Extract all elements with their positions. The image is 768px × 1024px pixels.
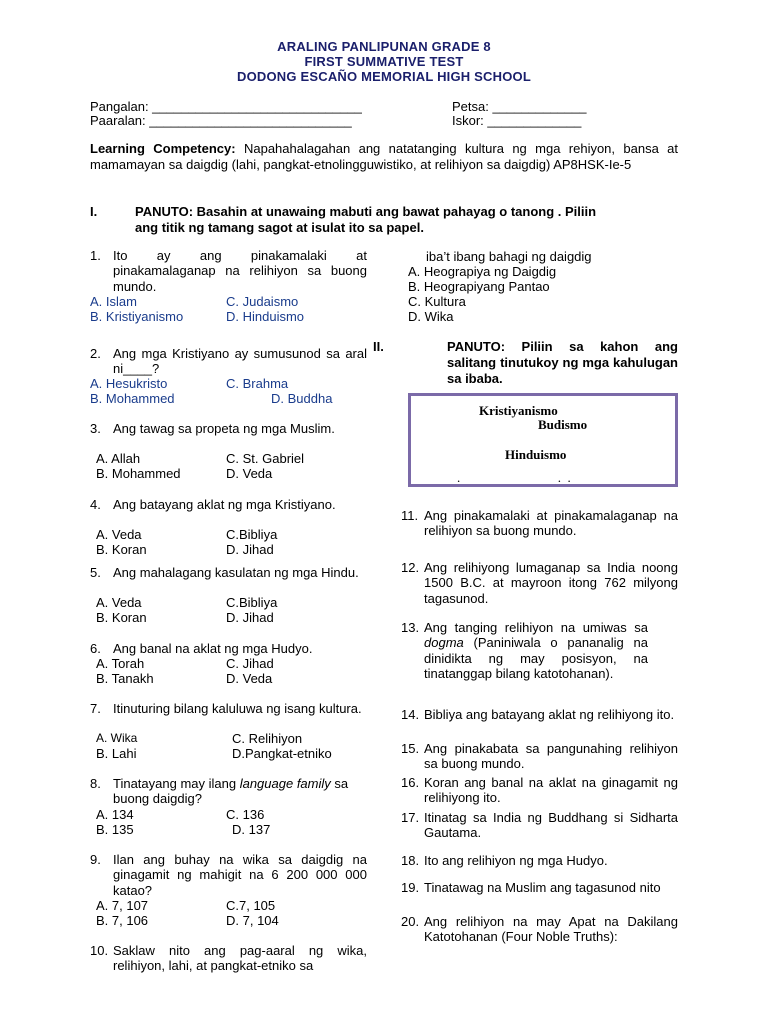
q5-option-d: D. Jihad bbox=[226, 610, 274, 625]
q7-option-b: B. Lahi bbox=[96, 746, 137, 761]
q3-option-c: C. St. Gabriel bbox=[226, 451, 305, 466]
question-3 bbox=[90, 421, 367, 436]
item-15 bbox=[401, 741, 678, 772]
q8-option-a: A. 134 bbox=[96, 807, 134, 822]
question-text-italic: language family bbox=[239, 776, 331, 791]
item-text: Ang relihiyong lumaganap sa India noong 1500 B.C. at mayroon itong 762 milyong tagasunod. bbox=[424, 560, 678, 606]
q4-option-d: D. Jihad bbox=[226, 542, 274, 557]
item-number: 18. bbox=[401, 853, 420, 868]
q8-option-d: D. 137 bbox=[232, 822, 271, 837]
part1-instructions bbox=[135, 204, 596, 236]
question-text: Ito ay ang pinakamalaki at pinakamalaganap na relihiyon sa buong mundo. bbox=[113, 248, 367, 294]
item-number: 19. bbox=[401, 880, 420, 895]
q6-option-b: B. Tanakh bbox=[96, 671, 154, 686]
item-14 bbox=[401, 707, 678, 722]
q5-option-c: C.Bibliya bbox=[226, 595, 278, 610]
q3-option-a: A. Allah bbox=[96, 451, 141, 466]
question-text: Ilan ang buhay na wika sa daigdig na ginagamit ng mahigit na 6 200 000 000 katao? bbox=[113, 852, 367, 898]
question-number: 6. bbox=[90, 641, 101, 656]
word-box-marks: . . . bbox=[457, 470, 571, 485]
question-text bbox=[113, 776, 367, 807]
name-field: Pangalan: _____________________________ bbox=[90, 99, 362, 114]
q5-option-b: B. Koran bbox=[96, 610, 147, 625]
item-number: 15. bbox=[401, 741, 420, 756]
question-5 bbox=[90, 565, 367, 580]
q7-option-a: A. Wika bbox=[96, 731, 138, 745]
item-number: 13. bbox=[401, 620, 420, 635]
question-text: Ang batayang aklat ng mga Kristiyano. bbox=[113, 497, 336, 512]
learning-competency bbox=[90, 141, 678, 173]
q5-option-a: A. Veda bbox=[96, 595, 142, 610]
question-number: 1. bbox=[90, 248, 101, 263]
q4-option-b: B. Koran bbox=[96, 542, 147, 557]
question-text: Saklaw nito ang pag-aaral ng wika, relihiyon, lahi, at pangkat-etniko sa bbox=[113, 943, 367, 974]
question-text: Ang banal na aklat ng mga Hudyo. bbox=[113, 641, 313, 656]
question-number: 10. bbox=[90, 943, 109, 958]
question-2 bbox=[90, 346, 367, 377]
item-number: 20. bbox=[401, 914, 420, 929]
q9-option-b: B. 7, 106 bbox=[96, 913, 149, 928]
part2-instructions: PANUTO: Piliin sa kahon ang salitang tinutukoy ng mga kahulugan sa ibaba. bbox=[447, 339, 678, 386]
item-number: 11. bbox=[401, 508, 419, 523]
test-title: ARALING PANLIPUNAN GRADE 8 bbox=[277, 39, 491, 54]
q1-option-b: B. Kristiyanismo bbox=[90, 309, 184, 324]
part1-line1: PANUTO: Basahin at unawaing mabuti ang bawat pahayag o tanong . Piliin bbox=[135, 204, 597, 219]
question-6 bbox=[90, 641, 367, 656]
competency-label: Learning Competency: bbox=[90, 141, 236, 156]
question-number: 2. bbox=[90, 346, 101, 361]
item-12 bbox=[401, 560, 678, 606]
question-7 bbox=[90, 701, 367, 716]
q10-option-c: C. Kultura bbox=[408, 294, 466, 309]
item-number: 16. bbox=[401, 775, 420, 790]
school-name: DODONG ESCAÑO MEMORIAL HIGH SCHOOL bbox=[236, 69, 531, 84]
question-text: Ang tawag sa propeta ng mga Muslim. bbox=[113, 421, 335, 436]
q10-option-d: D. Wika bbox=[408, 309, 454, 324]
item-text: Bibliya ang batayang aklat ng relihiyong ito. bbox=[424, 707, 675, 722]
item-text: Ang pinakamalaki at pinakamalaganap na relihiyon sa buong mundo. bbox=[424, 508, 678, 539]
word-box bbox=[408, 393, 678, 487]
word-kristiyanismo: Kristiyanismo bbox=[479, 403, 558, 418]
item-number: 12. bbox=[401, 560, 420, 575]
competency-text: Napahahalagahan ang natatanging kultura ng mga rehiyon, bansa at mamamayan sa daigdig (lahi, pangkat-etnolingguwistiko, at relihiyon sa daigdig) AP8HSK-Ie-5 bbox=[90, 141, 678, 172]
item-number: 17. bbox=[401, 810, 420, 825]
q10-option-a: A. Heograpiya ng Daigdig bbox=[408, 264, 557, 279]
q9-option-d: D. 7, 104 bbox=[226, 913, 279, 928]
question-10 bbox=[90, 943, 367, 974]
score-field: Iskor: _____________ bbox=[452, 113, 582, 128]
part2-roman: II. bbox=[373, 339, 384, 354]
q10-option-b: B. Heograpiyang Pantao bbox=[408, 279, 550, 294]
question-text: Ang mga Kristiyano ay sumusunod sa aral ni____? bbox=[113, 346, 367, 377]
item-19 bbox=[401, 880, 678, 895]
question-8 bbox=[90, 776, 367, 807]
q1-option-c: C. Judaismo bbox=[226, 294, 299, 309]
question-1 bbox=[90, 248, 367, 294]
question-number: 5. bbox=[90, 565, 101, 580]
item-text bbox=[424, 620, 648, 681]
item-11 bbox=[401, 508, 678, 539]
q10-continued-text: iba’t ibang bahagi ng daigdig bbox=[426, 249, 592, 264]
question-number: 4. bbox=[90, 497, 101, 512]
item-text: Ang pinakabata sa pangunahing relihiyon sa buong mundo. bbox=[424, 741, 678, 772]
item-text: Itinatag sa India ng Buddhang si Sidharta Gautama. bbox=[424, 810, 678, 841]
item-text: Tinatawag na Muslim ang tagasunod nito bbox=[424, 880, 661, 895]
item-number: 14. bbox=[401, 707, 420, 722]
item-20 bbox=[401, 914, 678, 945]
q6-option-c: C. Jihad bbox=[226, 656, 274, 671]
question-text: Itinuturing bilang kaluluwa ng isang kultura. bbox=[113, 701, 362, 716]
q6-option-d: D. Veda bbox=[226, 671, 273, 686]
q7-option-c: C. Relihiyon bbox=[232, 731, 303, 746]
q2-option-c: C. Brahma bbox=[226, 376, 289, 391]
q2-option-a: A. Hesukristo bbox=[90, 376, 168, 391]
item-text: Ang relihiyon na may Apat na Dakilang Katotohanan (Four Noble Truths): bbox=[424, 914, 678, 945]
q9-option-c: C.7, 105 bbox=[226, 898, 276, 913]
date-field: Petsa: _____________ bbox=[452, 99, 587, 114]
question-text-part: sa buong daigdig? bbox=[113, 776, 349, 807]
question-number: 3. bbox=[90, 421, 101, 436]
q8-option-c: C. 136 bbox=[226, 807, 265, 822]
q8-option-b: B. 135 bbox=[96, 822, 134, 837]
item-13 bbox=[401, 620, 678, 681]
word-hinduismo: Hinduismo bbox=[505, 447, 567, 462]
item-18 bbox=[401, 853, 678, 868]
question-number: 7. bbox=[90, 701, 101, 716]
q2-option-d: D. Buddha bbox=[271, 391, 333, 406]
question-text-part: Tinatayang may ilang bbox=[113, 776, 240, 791]
word-budismo: Budismo bbox=[538, 417, 588, 432]
school-field: Paaralan: ____________________________ bbox=[90, 113, 352, 128]
item-text-italic: dogma bbox=[424, 635, 464, 651]
question-4 bbox=[90, 497, 367, 512]
part1-roman: I. bbox=[90, 204, 98, 219]
q4-option-a: A. Veda bbox=[96, 527, 142, 542]
question-9 bbox=[90, 852, 367, 898]
q1-option-a: A. Islam bbox=[90, 294, 137, 309]
test-subtitle: FIRST SUMMATIVE TEST bbox=[304, 54, 464, 69]
part1-line2: ang titik ng tamang sagot at isulat ito sa papel. bbox=[135, 220, 424, 235]
item-text: Koran ang banal na aklat na ginagamit ng relihiyong ito. bbox=[424, 775, 678, 806]
item-16 bbox=[401, 775, 678, 806]
q7-option-d: D.Pangkat-etniko bbox=[232, 746, 332, 761]
item-text-part: Ang tanging relihiyon na umiwas sa bbox=[424, 620, 648, 635]
item-text-part: (Paniniwala o pananalig na dinidikta ng may posisyon, na tinatanggap bilang katotohanan). bbox=[424, 635, 648, 681]
item-text: Ito ang relihiyon ng mga Hudyo. bbox=[424, 853, 608, 868]
q1-option-d: D. Hinduismo bbox=[226, 309, 305, 324]
question-text: Ang mahalagang kasulatan ng mga Hindu. bbox=[113, 565, 359, 580]
q3-option-b: B. Mohammed bbox=[96, 466, 181, 481]
q6-option-a: A. Torah bbox=[96, 656, 145, 671]
item-17 bbox=[401, 810, 678, 841]
question-number: 8. bbox=[90, 776, 101, 791]
q3-option-d: D. Veda bbox=[226, 466, 273, 481]
q2-option-b: B. Mohammed bbox=[90, 391, 175, 406]
q4-option-c: C.Bibliya bbox=[226, 527, 278, 542]
q9-option-a: A. 7, 107 bbox=[96, 898, 149, 913]
question-number: 9. bbox=[90, 852, 101, 867]
